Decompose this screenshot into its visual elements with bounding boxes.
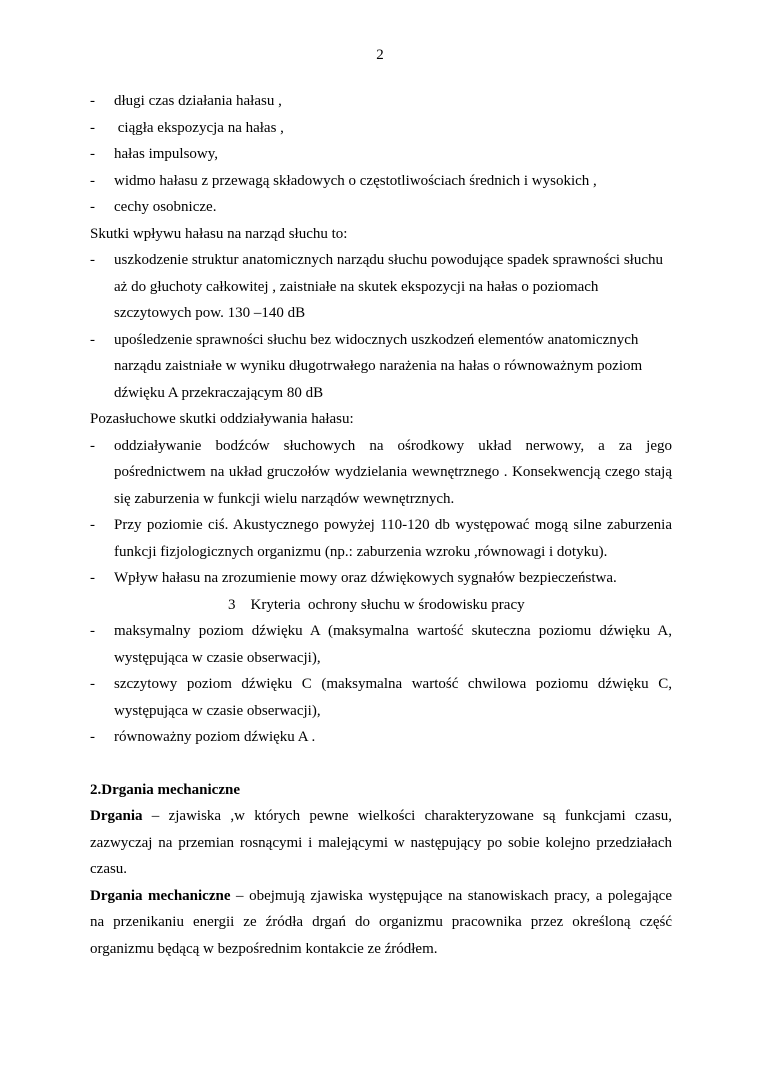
list-item: - ciągła ekspozycja na hałas ,: [90, 115, 672, 142]
definition-text: – obejmują zjawiska występujące na stanowiskach pracy, a polegające na przenikaniu energii ze źródła drgań do organizmu pracownika przez określoną część organizmu będącą w bezpośrednim kontakcie ze źródłem.: [90, 887, 672, 957]
list-item: - Przy poziomie ciś. Akustycznego powyżej 110-120 db występować mogą silne zaburzenia funkcji fizjologicznych organizmu (np.: zaburzenia wzroku ,równowagi i dotyku).: [90, 512, 672, 565]
bullet-dash: -: [90, 331, 95, 348]
definition-term: Drgania mechaniczne: [90, 887, 231, 904]
list-item: - hałas impulsowy,: [90, 141, 672, 168]
section-title: 2.Drgania mechaniczne: [90, 781, 240, 798]
criteria-list: [90, 618, 672, 751]
bullet-dash: -: [90, 437, 95, 454]
bullet-dash: -: [90, 146, 95, 162]
effects-heading: Skutki wpływu hałasu na narząd słuchu to:: [90, 225, 348, 242]
bullet-dash: -: [90, 119, 95, 136]
hearing-effects-list: [90, 247, 672, 406]
bullet-dash: -: [90, 676, 95, 692]
bullet-dash: -: [90, 570, 95, 586]
bullet-dash: -: [90, 517, 95, 533]
definition-text: – zjawiska ,w których pewne wielkości charakteryzowane są funkcjami czasu, zazwyczaj na przemian rosnącymi i malejącymi w następujący po sobie kolejno przedziałach czasu.: [90, 808, 672, 877]
bullet-dash: -: [90, 252, 95, 268]
page-number: 2: [376, 47, 384, 63]
list-item: - cechy osobnicze.: [90, 194, 672, 221]
list-item: - uszkodzenie struktur anatomicznych narządu słuchu powodujące spadek sprawności słuchu aż do głuchoty całkowitej , zaistniałe na skutek ekspozycji na hałas o poziomach szczytowych pow. 130 –140 dB: [90, 247, 672, 327]
bullet-dash: -: [90, 729, 95, 745]
definition-paragraph: [90, 803, 672, 883]
criteria-heading: 3 Kryteria ochrony słuchu w środowisku pracy: [228, 596, 525, 613]
bullet-dash: -: [90, 172, 95, 189]
list-item: - oddziaływanie bodźców słuchowych na ośrodkowy układ nerwowy, a za jego pośrednictwem na układ gruczołów wydzielania wewnętrznego . Konsekwencją czego stają się zaburzenia w funkcji wielu narządów wewnętrznych.: [90, 433, 672, 513]
list-item: - Wpływ hałasu na zrozumienie mowy oraz dźwiękowych sygnałów bezpieczeństwa.: [90, 565, 672, 592]
list-item: - maksymalny poziom dźwięku A (maksymalna wartość skuteczna poziomu dźwięku A, występująca w czasie obserwacji),: [90, 618, 672, 671]
definition-paragraph: [90, 883, 672, 963]
bullet-dash: -: [90, 93, 95, 109]
list-item: - równoważny poziom dźwięku A .: [90, 724, 672, 751]
nonauditory-effects-list: [90, 433, 672, 592]
list-item: - szczytowy poziom dźwięku C (maksymalna wartość chwilowa poziomu dźwięku C, występująca w czasie obserwacji),: [90, 671, 672, 724]
bullet-dash: -: [90, 199, 95, 215]
bullet-dash: -: [90, 623, 95, 639]
document-body: [90, 88, 672, 962]
definition-term: Drgania: [90, 808, 143, 824]
list-item: - widmo hałasu z przewagą składowych o częstotliwościach średnich i wysokich ,: [90, 168, 672, 195]
nonauditory-heading: Pozasłuchowe skutki oddziaływania hałasu:: [90, 411, 354, 427]
list-item: - upośledzenie sprawności słuchu bez widocznych uszkodzeń elementów anatomicznych narządu zaistniałe w wyniku długotrwałego narażenia na hałas o równoważnym poziom dźwięku A przekraczającym 80 dB: [90, 327, 672, 407]
risk-factors-list: [90, 88, 672, 221]
list-item: - długi czas działania hałasu ,: [90, 88, 672, 115]
